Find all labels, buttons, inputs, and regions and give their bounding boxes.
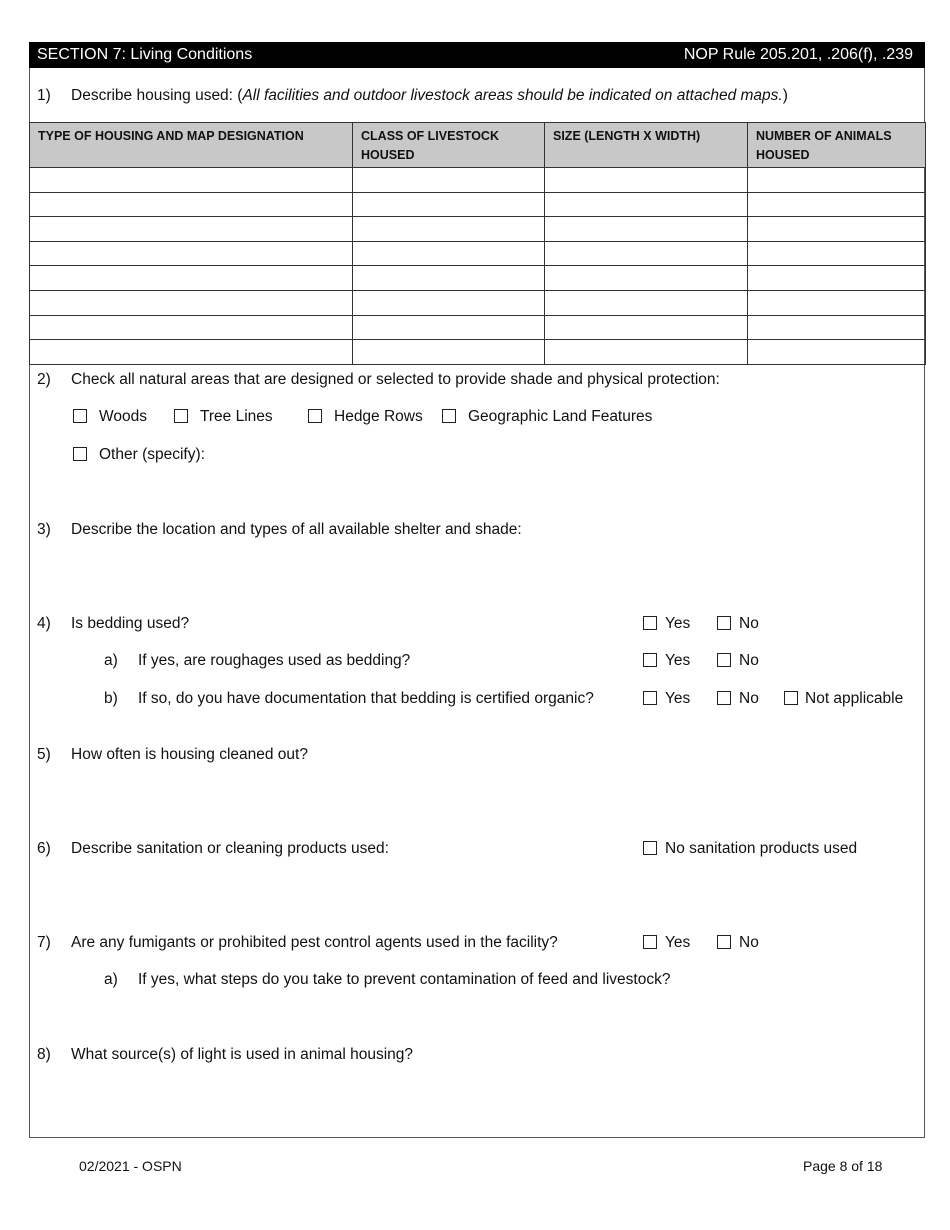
q1-suffix: ) xyxy=(782,87,788,104)
table-row xyxy=(30,192,926,217)
table-cell[interactable] xyxy=(353,290,545,315)
table-cell[interactable] xyxy=(353,217,545,242)
q4-yes-checkbox[interactable] xyxy=(643,616,657,630)
q7-no-checkbox[interactable] xyxy=(717,935,731,949)
geographic-land-features-checkbox[interactable] xyxy=(442,409,456,423)
footer-revision: 02/2021 - OSPN xyxy=(79,1158,182,1174)
table-cell[interactable] xyxy=(545,168,748,193)
q7-yes-label: Yes xyxy=(665,934,691,951)
q4b-question: If so, do you have documentation that bedding is certified organic? xyxy=(138,690,594,707)
table-cell[interactable] xyxy=(30,241,353,266)
woods-checkbox[interactable] xyxy=(73,409,87,423)
q1-prefix: Describe housing used: ( xyxy=(71,87,243,104)
q4b-no-checkbox[interactable] xyxy=(717,691,731,705)
table-cell[interactable] xyxy=(545,217,748,242)
table-cell[interactable] xyxy=(545,340,748,365)
table-cell[interactable] xyxy=(353,192,545,217)
q2-number: 2) xyxy=(37,371,51,388)
table-cell[interactable] xyxy=(30,290,353,315)
no-sanitation-products-label: No sanitation products used xyxy=(665,840,858,857)
hedge-rows-label: Hedge Rows xyxy=(334,408,423,425)
q4a-letter: a) xyxy=(104,652,118,669)
table-cell[interactable] xyxy=(748,290,926,315)
table-cell[interactable] xyxy=(353,315,545,340)
q8-number: 8) xyxy=(37,1046,51,1063)
table-cell[interactable] xyxy=(353,168,545,193)
q4a-yes-checkbox[interactable] xyxy=(643,653,657,667)
table-cell[interactable] xyxy=(30,192,353,217)
q4a-no-label: No xyxy=(739,652,759,669)
table-cell[interactable] xyxy=(545,315,748,340)
tree-lines-label: Tree Lines xyxy=(200,408,273,425)
table-cell[interactable] xyxy=(30,168,353,193)
q1-italic: All facilities and outdoor livestock areas should be indicated on attached maps. xyxy=(242,87,783,104)
q5-question: How often is housing cleaned out? xyxy=(71,746,308,763)
table-cell[interactable] xyxy=(748,192,926,217)
table-cell[interactable] xyxy=(30,266,353,291)
housing-table xyxy=(29,122,926,365)
q4-question: Is bedding used? xyxy=(71,615,190,632)
section-title: SECTION 7: Living Conditions xyxy=(37,46,253,63)
table-row xyxy=(30,340,926,365)
geographic-land-features-label: Geographic Land Features xyxy=(468,408,653,425)
table-cell[interactable] xyxy=(353,340,545,365)
table-cell[interactable] xyxy=(353,241,545,266)
q2-question: Check all natural areas that are designed or selected to provide shade and physical protection: xyxy=(71,371,720,388)
q4b-not-applicable-label: Not applicable xyxy=(805,690,904,707)
q7a-letter: a) xyxy=(104,971,118,988)
woods-label: Woods xyxy=(99,408,147,425)
table-row xyxy=(30,315,926,340)
table-cell[interactable] xyxy=(30,315,353,340)
q1-number: 1) xyxy=(37,87,51,104)
table-row xyxy=(30,217,926,242)
table-cell[interactable] xyxy=(748,168,926,193)
header-class-of-livestock: CLASS OF LIVESTOCK HOUSED xyxy=(353,123,545,168)
housing-table-header-row xyxy=(30,123,926,168)
table-cell[interactable] xyxy=(748,266,926,291)
header-size: SIZE (LENGTH X WIDTH) xyxy=(545,123,748,168)
q7-no-label: No xyxy=(739,934,759,951)
table-row xyxy=(30,168,926,193)
no-sanitation-products-checkbox[interactable] xyxy=(643,841,657,855)
table-row xyxy=(30,266,926,291)
q4-no-checkbox[interactable] xyxy=(717,616,731,630)
q4b-no-label: No xyxy=(739,690,759,707)
header-type-of-housing: TYPE OF HOUSING AND MAP DESIGNATION xyxy=(30,123,353,168)
table-row xyxy=(30,241,926,266)
q7-yes-checkbox[interactable] xyxy=(643,935,657,949)
q4-no-label: No xyxy=(739,615,759,632)
table-cell[interactable] xyxy=(545,241,748,266)
section-header xyxy=(29,42,925,68)
table-row xyxy=(30,290,926,315)
q4b-yes-label: Yes xyxy=(665,690,691,707)
table-cell[interactable] xyxy=(545,266,748,291)
table-cell[interactable] xyxy=(748,241,926,266)
q7-number: 7) xyxy=(37,934,51,951)
hedge-rows-checkbox[interactable] xyxy=(308,409,322,423)
q7-question: Are any fumigants or prohibited pest control agents used in the facility? xyxy=(71,934,558,951)
tree-lines-checkbox[interactable] xyxy=(174,409,188,423)
other-specify-label: Other (specify): xyxy=(99,446,205,463)
footer-page-number: Page 8 of 18 xyxy=(803,1158,883,1174)
table-cell[interactable] xyxy=(353,266,545,291)
q4b-not-applicable-checkbox[interactable] xyxy=(784,691,798,705)
q4a-no-checkbox[interactable] xyxy=(717,653,731,667)
section-rule: NOP Rule 205.201, .206(f), .239 xyxy=(683,46,913,63)
header-number-of-animals: NUMBER OF ANIMALS HOUSED xyxy=(748,123,926,168)
q3-number: 3) xyxy=(37,521,51,538)
q4a-yes-label: Yes xyxy=(665,652,691,669)
table-cell[interactable] xyxy=(545,290,748,315)
q7a-question: If yes, what steps do you take to prevent contamination of feed and livestock? xyxy=(138,971,671,988)
table-cell[interactable] xyxy=(748,315,926,340)
q8-question: What source(s) of light is used in animal housing? xyxy=(71,1046,414,1063)
table-cell[interactable] xyxy=(748,340,926,365)
q1-question xyxy=(71,87,788,105)
q4-yes-label: Yes xyxy=(665,615,691,632)
q4-number: 4) xyxy=(37,615,51,632)
q6-question: Describe sanitation or cleaning products used: xyxy=(71,840,389,857)
table-cell[interactable] xyxy=(748,217,926,242)
table-cell[interactable] xyxy=(30,217,353,242)
q4b-yes-checkbox[interactable] xyxy=(643,691,657,705)
q3-question: Describe the location and types of all available shelter and shade: xyxy=(71,521,522,538)
q6-number: 6) xyxy=(37,840,51,857)
table-cell[interactable] xyxy=(30,340,353,365)
q4b-letter: b) xyxy=(104,690,118,707)
q5-number: 5) xyxy=(37,746,51,763)
other-specify-checkbox[interactable] xyxy=(73,447,87,461)
table-cell[interactable] xyxy=(545,192,748,217)
q4a-question: If yes, are roughages used as bedding? xyxy=(138,652,411,669)
